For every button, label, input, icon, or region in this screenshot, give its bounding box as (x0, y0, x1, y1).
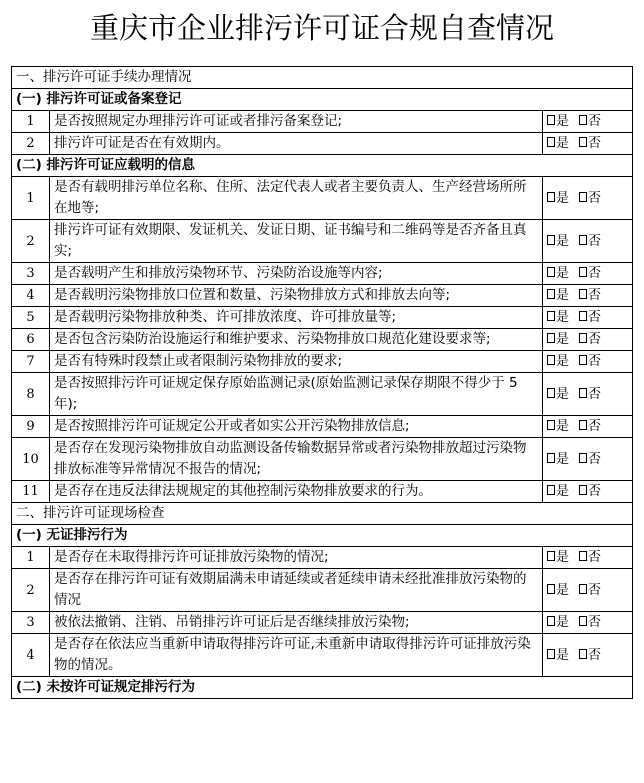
answer-options (543, 373, 633, 416)
option-no[interactable] (579, 484, 601, 499)
option-no-label: 否 (588, 114, 602, 129)
option-no[interactable] (579, 583, 601, 598)
option-yes-label: 是 (556, 550, 570, 565)
option-no[interactable] (579, 288, 601, 303)
option-yes[interactable] (547, 615, 569, 630)
table-row (12, 634, 633, 677)
section-title: 二、排污许可证现场检查 (12, 503, 633, 525)
option-yes-label: 是 (556, 190, 570, 206)
checkbox-icon[interactable] (579, 453, 587, 463)
option-no-label: 否 (588, 354, 602, 369)
group-row (12, 89, 633, 111)
item-question: 是否按照规定办理排污许可证或者排污备案登记; (50, 111, 543, 133)
option-no[interactable] (579, 266, 601, 281)
item-question: 是否存在排污许可证有效期届满未申请延续或者延续申请未经批准排放污染物的情况 (50, 569, 543, 612)
option-no-label: 否 (588, 136, 602, 151)
table-row (12, 351, 633, 373)
option-no-label: 否 (588, 190, 602, 206)
answer-options (543, 351, 633, 373)
item-number: 3 (12, 612, 50, 634)
option-yes-label: 是 (556, 114, 570, 129)
option-yes[interactable] (547, 484, 569, 499)
option-yes[interactable] (547, 288, 569, 303)
table-row (12, 438, 633, 481)
option-yes[interactable] (547, 136, 569, 151)
table-row (12, 133, 633, 155)
item-question: 是否存在依法应当重新申请取得排污许可证,未重新申请取得排污许可证排放污染物的情况。 (50, 634, 543, 677)
item-number: 3 (12, 263, 50, 285)
group-row (12, 677, 633, 699)
section-title: 一、排污许可证手续办理情况 (12, 67, 633, 89)
answer-options (543, 329, 633, 351)
checkbox-icon[interactable] (547, 355, 555, 365)
checkbox-icon[interactable] (547, 584, 555, 594)
checkbox-icon[interactable] (547, 649, 555, 659)
answer-options (543, 416, 633, 438)
option-no[interactable] (579, 310, 601, 325)
option-no-label: 否 (588, 332, 602, 347)
option-no[interactable] (579, 615, 601, 630)
option-yes-label: 是 (556, 484, 570, 499)
answer-options (543, 263, 633, 285)
option-yes[interactable] (547, 114, 569, 129)
checkbox-icon[interactable] (579, 551, 587, 561)
checkbox-icon[interactable] (579, 137, 587, 147)
checkbox-icon[interactable] (579, 355, 587, 365)
option-no[interactable] (579, 234, 601, 249)
checkbox-icon[interactable] (547, 137, 555, 147)
option-no-label: 否 (588, 451, 602, 467)
answer-options (543, 285, 633, 307)
item-number: 2 (12, 133, 50, 155)
checkbox-icon[interactable] (547, 235, 555, 245)
checkbox-icon[interactable] (547, 311, 555, 321)
option-yes-label: 是 (556, 386, 570, 402)
item-number: 6 (12, 329, 50, 351)
option-yes[interactable] (547, 583, 569, 598)
checkbox-icon[interactable] (579, 584, 587, 594)
item-question: 是否有载明排污单位名称、住所、法定代表人或者主要负责人、生产经营场所所在地等; (50, 177, 543, 220)
option-no-label: 否 (588, 484, 602, 499)
item-number: 4 (12, 634, 50, 677)
table-row (12, 329, 633, 351)
checklist-table (11, 66, 633, 699)
item-number: 1 (12, 177, 50, 220)
option-yes-label: 是 (556, 354, 570, 369)
option-yes[interactable] (547, 266, 569, 281)
checkbox-icon[interactable] (547, 388, 555, 398)
answer-options (543, 307, 633, 329)
answer-options (543, 111, 633, 133)
item-number: 10 (12, 438, 50, 481)
option-yes-label: 是 (556, 288, 570, 303)
group-title: (二) 未按许可证规定排污行为 (12, 677, 633, 699)
item-number: 5 (12, 307, 50, 329)
option-yes-label: 是 (556, 332, 570, 347)
table-row (12, 285, 633, 307)
checkbox-icon[interactable] (579, 289, 587, 299)
option-no-label: 否 (588, 550, 602, 565)
answer-options (543, 612, 633, 634)
checkbox-icon[interactable] (579, 649, 587, 659)
item-number: 2 (12, 220, 50, 263)
option-no-label: 否 (588, 647, 602, 663)
answer-options (543, 133, 633, 155)
item-question: 是否包含污染防治设施运行和维护要求、污染物排放口规范化建设要求等; (50, 329, 543, 351)
table-row (12, 220, 633, 263)
table-row (12, 263, 633, 285)
option-no[interactable] (579, 452, 601, 467)
option-no-label: 否 (588, 266, 602, 281)
answer-options (543, 547, 633, 569)
option-yes-label: 是 (556, 136, 570, 151)
table-row (12, 481, 633, 503)
answer-options (543, 481, 633, 503)
item-number: 1 (12, 111, 50, 133)
option-yes[interactable] (547, 452, 569, 467)
group-title: (二) 排污许可证应载明的信息 (12, 155, 633, 177)
option-no-label: 否 (588, 288, 602, 303)
item-question: 是否载明产生和排放污染物环节、污染防治设施等内容; (50, 263, 543, 285)
option-no[interactable] (579, 332, 601, 347)
option-yes[interactable] (547, 310, 569, 325)
checkbox-icon[interactable] (579, 485, 587, 495)
table-row (12, 373, 633, 416)
item-number: 8 (12, 373, 50, 416)
option-no[interactable] (579, 387, 601, 402)
item-question: 是否按照排污许可证规定公开或者如实公开污染物排放信息; (50, 416, 543, 438)
option-no[interactable] (579, 354, 601, 369)
item-question: 是否载明污染物排放口位置和数量、污染物排放方式和排放去向等; (50, 285, 543, 307)
item-number: 4 (12, 285, 50, 307)
group-title: (一) 无证排污行为 (12, 525, 633, 547)
option-no-label: 否 (588, 582, 602, 598)
checkbox-icon[interactable] (547, 551, 555, 561)
option-yes[interactable] (547, 550, 569, 565)
table-row (12, 307, 633, 329)
option-no-label: 否 (588, 310, 602, 325)
option-no-label: 否 (588, 233, 602, 249)
group-row (12, 155, 633, 177)
checklist-body (12, 67, 633, 699)
item-number: 7 (12, 351, 50, 373)
checkbox-icon[interactable] (579, 333, 587, 343)
checkbox-icon[interactable] (547, 192, 555, 202)
option-yes-label: 是 (556, 419, 570, 434)
group-title: (一) 排污许可证或备案登记 (12, 89, 633, 111)
option-yes-label: 是 (556, 582, 570, 598)
checkbox-icon[interactable] (547, 485, 555, 495)
item-number: 2 (12, 569, 50, 612)
item-number: 11 (12, 481, 50, 503)
table-row (12, 569, 633, 612)
option-no[interactable] (579, 114, 601, 129)
option-no-label: 否 (588, 386, 602, 402)
option-no[interactable] (579, 191, 601, 206)
option-no[interactable] (579, 550, 601, 565)
checkbox-icon[interactable] (579, 235, 587, 245)
option-no-label: 否 (588, 615, 602, 630)
option-yes[interactable] (547, 648, 569, 663)
page-title: 重庆市企业排污许可证合规自查情况 (89, 11, 554, 45)
group-row (12, 525, 633, 547)
checkbox-icon[interactable] (547, 453, 555, 463)
checkbox-icon[interactable] (579, 420, 587, 430)
checkbox-icon[interactable] (547, 289, 555, 299)
answer-options (543, 220, 633, 263)
item-question: 是否存在违反法律法规规定的其他控制污染物排放要求的行为。 (50, 481, 543, 503)
option-yes[interactable] (547, 354, 569, 369)
option-yes-label: 是 (556, 233, 570, 249)
option-yes-label: 是 (556, 451, 570, 467)
section-row (12, 503, 633, 525)
checkbox-icon[interactable] (547, 333, 555, 343)
item-question: 是否载明污染物排放种类、许可排放浓度、许可排放量等; (50, 307, 543, 329)
item-question: 排污许可证有效期限、发证机关、发证日期、证书编号和二维码等是否齐备且真实; (50, 220, 543, 263)
checkbox-icon[interactable] (547, 420, 555, 430)
option-no-label: 否 (588, 419, 602, 434)
item-question: 是否存在发现污染物排放自动监测设备传输数据异常或者污染物排放超过污染物排放标准等异常情况不报告的情况; (50, 438, 543, 481)
checkbox-icon[interactable] (547, 616, 555, 626)
option-yes-label: 是 (556, 310, 570, 325)
checkbox-icon[interactable] (579, 388, 587, 398)
option-yes[interactable] (547, 234, 569, 249)
checkbox-icon[interactable] (579, 311, 587, 321)
item-number: 9 (12, 416, 50, 438)
table-row (12, 416, 633, 438)
item-question: 是否存在未取得排污许可证排放污染物的情况; (50, 547, 543, 569)
item-question: 是否有特殊时段禁止或者限制污染物排放的要求; (50, 351, 543, 373)
answer-options (543, 569, 633, 612)
item-question: 排污许可证是否在有效期内。 (50, 133, 543, 155)
table-row (12, 612, 633, 634)
table-row (12, 547, 633, 569)
section-row (12, 67, 633, 89)
answer-options (543, 177, 633, 220)
table-row (12, 177, 633, 220)
checkbox-icon[interactable] (579, 115, 587, 125)
checkbox-icon[interactable] (579, 192, 587, 202)
option-yes[interactable] (547, 419, 569, 434)
item-question: 被依法撤销、注销、吊销排污许可证后是否继续排放污染物; (50, 612, 543, 634)
option-yes[interactable] (547, 191, 569, 206)
checkbox-icon[interactable] (547, 115, 555, 125)
item-question: 是否按照排污许可证规定保存原始监测记录(原始监测记录保存期限不得少于 5 年); (50, 373, 543, 416)
checkbox-icon[interactable] (579, 267, 587, 277)
table-row (12, 111, 633, 133)
option-yes-label: 是 (556, 615, 570, 630)
checkbox-icon[interactable] (547, 267, 555, 277)
answer-options (543, 634, 633, 677)
option-yes[interactable] (547, 332, 569, 347)
option-no[interactable] (579, 136, 601, 151)
option-yes-label: 是 (556, 266, 570, 281)
item-number: 1 (12, 547, 50, 569)
option-yes[interactable] (547, 387, 569, 402)
checkbox-icon[interactable] (579, 616, 587, 626)
answer-options (543, 438, 633, 481)
option-no[interactable] (579, 648, 601, 663)
option-no[interactable] (579, 419, 601, 434)
option-yes-label: 是 (556, 647, 570, 663)
